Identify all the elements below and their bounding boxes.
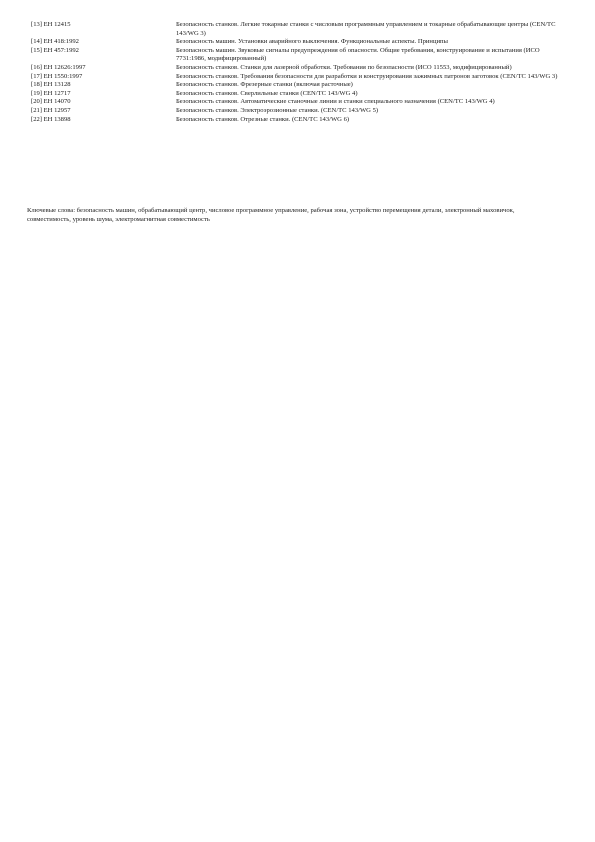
reference-title: Безопасность машин. Установки аварийного выключения. Функциональные аспекты. Принципы [176,38,448,46]
reference-title: Безопасность станков. Фрезерные станки (включая расточные) [176,81,353,89]
reference-title: Безопасность станков. Автоматические станочные линии и станки специального назначения (CEN/TC 143/WG 4) [176,98,495,106]
reference-title: Безопасность машин. Звуковые сигналы предупреждения об опасности. Общие требования, конструирование и испытания (ИСО 7731:1986, модифицированный) [176,46,540,63]
reference-title: Безопасность станков. Требования безопасности для разработки и конструирования зажимных патронов заготовок (CEN/TC 143/WG 3) [176,72,558,80]
reference-title: Безопасность станков. Легкие токарные станки с числовым программным управлением и токарные обрабатывающие центры (CEN/TC 143/WG 3) [176,21,556,37]
reference-item [31,107,571,116]
reference-item [31,116,571,125]
keywords-paragraph: Ключевые слова: безопасность машин, обрабатывающий центр, числовое программное управление, рабочая зона, устройство перемещения детали, электронный маховичок, совместимость, уровень шума, электромагнитная совместимость [27,207,515,223]
reference-title: Безопасность станков. Станки для лазерной обработки. Требования по безопасности (ИСО 11553, модифицированный) [176,63,512,71]
reference-id: [22] ЕН 13898 [31,115,71,123]
reference-item [31,73,571,82]
references-list [31,21,571,124]
reference-id: [17] ЕН 1550:1997 [31,72,83,80]
reference-id: [16] ЕН 12626:1997 [31,63,86,71]
reference-item [31,21,571,38]
reference-id: [14] ЕН 418:1992 [31,38,79,46]
reference-id: [18] ЕН 13128 [31,81,71,89]
reference-item [31,90,571,99]
reference-item [31,47,571,64]
reference-title: Безопасность станков. Электроэрозионные станки. (CEN/TC 143/WG 5) [176,106,379,114]
reference-id: [13] ЕН 12415 [31,21,71,28]
reference-item [31,38,571,47]
reference-item [31,64,571,73]
reference-item [31,81,571,90]
reference-title: Безопасность станков. Отрезные станки. (CEN/TC 143/WG 6) [176,115,350,123]
reference-id: [19] ЕН 12717 [31,89,71,97]
reference-id: [15] ЕН 457:1992 [31,46,79,54]
reference-item [31,98,571,107]
reference-title: Безопасность станков. Сверлильные станки (CEN/TC 143/WG 4) [176,89,358,97]
reference-id: [20] ЕН 14070 [31,98,71,106]
reference-id: [21] ЕН 12957 [31,106,71,114]
